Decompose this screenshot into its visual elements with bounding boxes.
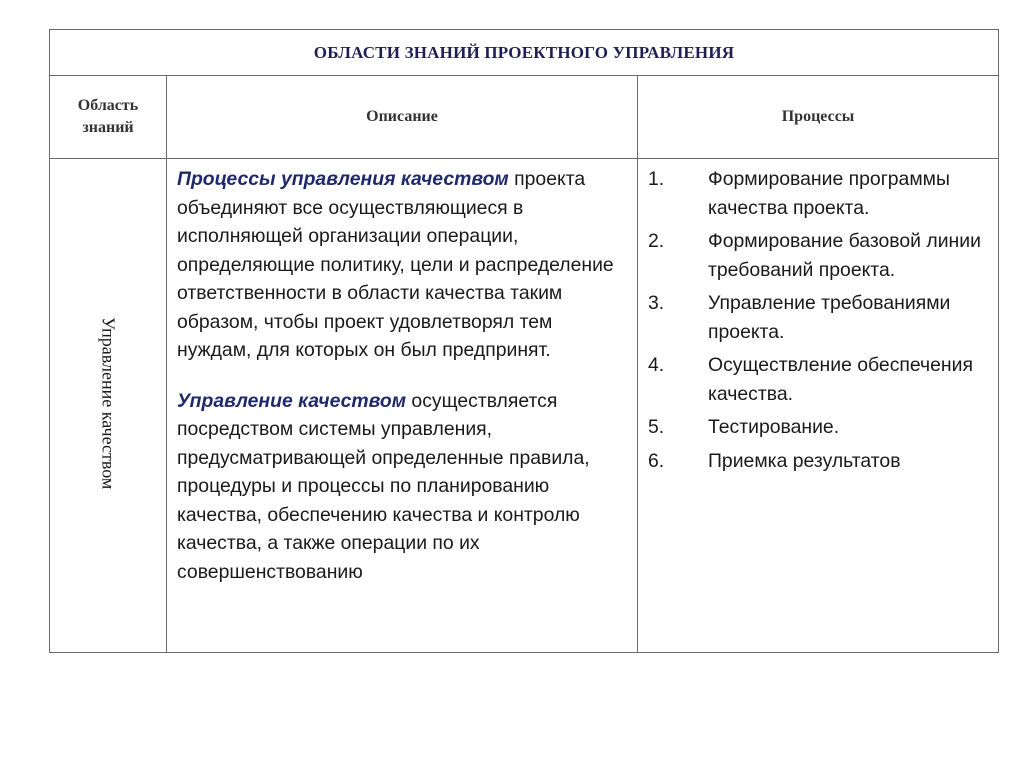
area-cell [50,159,167,653]
list-item [648,289,990,346]
process-number: 3. [648,292,665,314]
description-text: проекта объединяют все осуществляющиеся в исполняющей организации операции, определяющие политику, цели и распределение ответственности в области качества таким образом, чтобы проект удовлетворял тем нуждам, для которых он был предпринят. [177,168,614,361]
description-cell [167,159,638,653]
list-item [648,351,990,408]
table-row [50,159,999,653]
list-item [648,447,990,476]
list-item [648,227,990,284]
area-label: Управление качеством [98,316,119,490]
header-row [50,76,999,159]
process-text: Формирование базовой линии требований проекта. [708,230,981,281]
process-text: Приемка результатов [708,449,901,472]
header-area [50,76,167,159]
processes-cell [638,159,999,653]
process-number: 6. [648,449,665,472]
header-area-label: Область знаний [77,97,139,136]
knowledge-areas-table [49,29,999,653]
process-number: 1. [648,168,665,190]
header-description: Описание [167,76,638,159]
description-text: осуществляется посредством системы управления, предусматривающей определенные правила, процедуры и процессы по планированию качества, обеспечению качества и контролю качества, а также операции по их совершенствованию [177,389,590,583]
process-text: Формирование программы качества проекта. [708,168,950,219]
process-text: Управление требованиями проекта. [708,292,951,343]
description-emphasis: Управление качеством [177,389,407,412]
process-number: 2. [648,230,665,252]
description-emphasis: Процессы управления качеством [177,168,509,190]
process-list [648,165,990,475]
description-paragraph [177,165,627,365]
header-processes: Процессы [638,76,999,159]
table-title: ОБЛАСТИ ЗНАНИЙ ПРОЕКТНОГО УПРАВЛЕНИЯ [50,30,999,76]
process-number: 4. [648,354,665,376]
description-paragraph [177,387,627,587]
process-text: Осуществление обеспечения качества. [708,354,973,405]
process-number: 5. [648,416,665,438]
list-item [648,165,990,222]
title-row [50,30,999,76]
list-item [648,413,990,442]
process-text: Тестирование. [708,416,840,438]
